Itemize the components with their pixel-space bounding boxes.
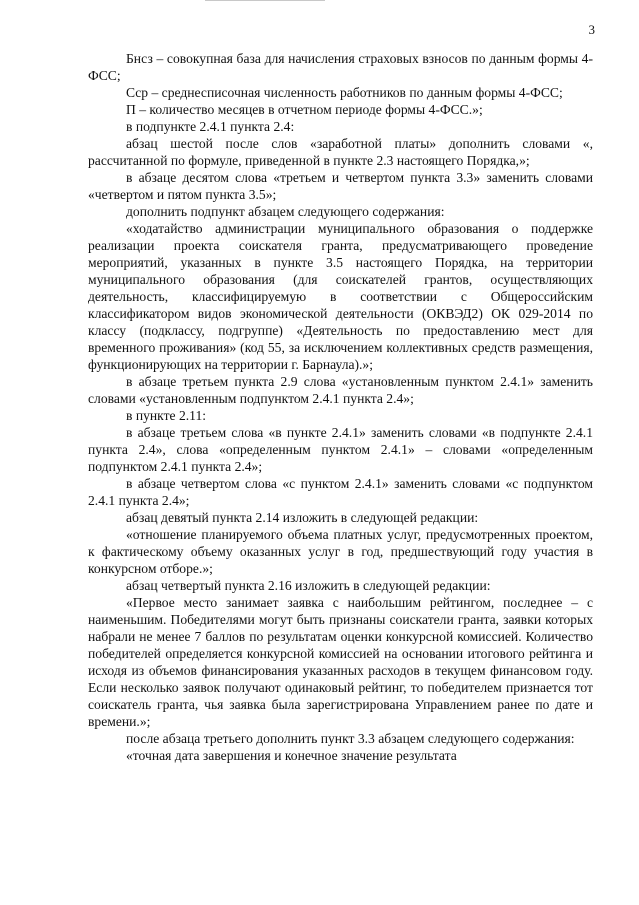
- paragraph-formula-bnsz: Бнсз – совокупная база для начисления страховых взносов по данным формы 4-ФСС;: [88, 51, 593, 83]
- paragraph-point-2-11: в пункте 2.11:: [126, 408, 207, 423]
- paragraph-formula-p: П – количество месяцев в отчетном периоде формы 4-ФСС.»;: [126, 102, 483, 117]
- paragraph-point-3-3: после абзаца третьего дополнить пункт 3.3 абзацем следующего содержания:: [126, 731, 575, 746]
- paragraph-3-3-text: «точная дата завершения и конечное значение результата: [126, 748, 457, 763]
- paragraph-point-2-9: в абзаце третьем пункта 2.9 слова «установленным пунктом 2.4.1» заменить словами «установленным подпунктом 2.4.1 пункта 2.4»;: [88, 374, 593, 406]
- paragraph-add-clause: дополнить подпункт абзацем следующего содержания:: [126, 204, 445, 219]
- paragraph-amend-tenth: в абзаце десятом слова «третьем и четвертом пункта 3.3» заменить словами «четвертом и пятом пункта 3.5»;: [88, 170, 593, 202]
- paragraph-2-11-third: в абзаце третьем слова «в пункте 2.4.1» заменить словами «в подпункте 2.4.1 пункта 2.4», слова «определенным пунктом 2.4.1» – словами «определенным подпунктом 2.4.1 пункта 2.4»;: [88, 425, 593, 474]
- top-scan-mark: [205, 0, 325, 4]
- paragraph-amend-sixth: абзац шестой после слов «заработной платы» дополнить словами «, рассчитанной по формуле, приведенной в пункте 2.3 настоящего Порядка,»;: [88, 136, 593, 168]
- paragraph-subpoint-2-4-1: в подпункте 2.4.1 пункта 2.4:: [126, 119, 295, 134]
- page-number: 3: [588, 22, 595, 37]
- paragraph-point-2-14: абзац девятый пункта 2.14 изложить в следующей редакции:: [126, 510, 479, 525]
- paragraph-2-11-fourth: в абзаце четвертом слова «с пунктом 2.4.1» заменить словами «с подпунктом 2.4.1 пункта 2.4»;: [88, 476, 593, 508]
- paragraph-point-2-16: абзац четвертый пункта 2.16 изложить в следующей редакции:: [126, 578, 491, 593]
- paragraph-petition-text: «ходатайство администрации муниципального образования о поддержке реализации проекта соискателя гранта, предусматривающего проведение мероприятий, указанных в пункте 3.5 настоящего Порядка, на территории муниципального образования (для соискателей грантов, осуществляющих деятельность, классифицируемую в соответствии с Общероссийским классификатором видов экономической деятельности (ОКВЭД2) ОК 029-2014 по классу (подклассу, подгруппе) «Деятельность по предоставлению мест для временного проживания» (код 55, за исключением коллективных средств размещения, функционирующих на территории г. Барнаула).»;: [88, 221, 593, 372]
- document-body: [88, 50, 593, 764]
- paragraph-formula-ssr: Сср – среднесписочная численность работников по данным формы 4-ФСС;: [126, 85, 563, 100]
- paragraph-2-14-text: «отношение планируемого объема платных услуг, предусмотренных проектом, к фактическому объему оказанных услуг в год, предшествующий году участия в конкурсном отборе.»;: [88, 527, 593, 576]
- paragraph-2-16-text: «Первое место занимает заявка с наибольшим рейтингом, последнее – с наименьшим. Победителями могут быть признаны соискатели гранта, заявки которых набрали не менее 7 баллов по результатам оценки конкурсной комиссией. Количество победителей определяется конкурсной комиссией на основании итогового рейтинга и исходя из объемов финансирования указанных расходов в текущем финансовом году. Если несколько заявок получают одинаковый рейтинг, то победителем признается тот соискатель гранта, чья заявка была зарегистрирована Управлением ранее по дате и времени.»;: [88, 595, 593, 729]
